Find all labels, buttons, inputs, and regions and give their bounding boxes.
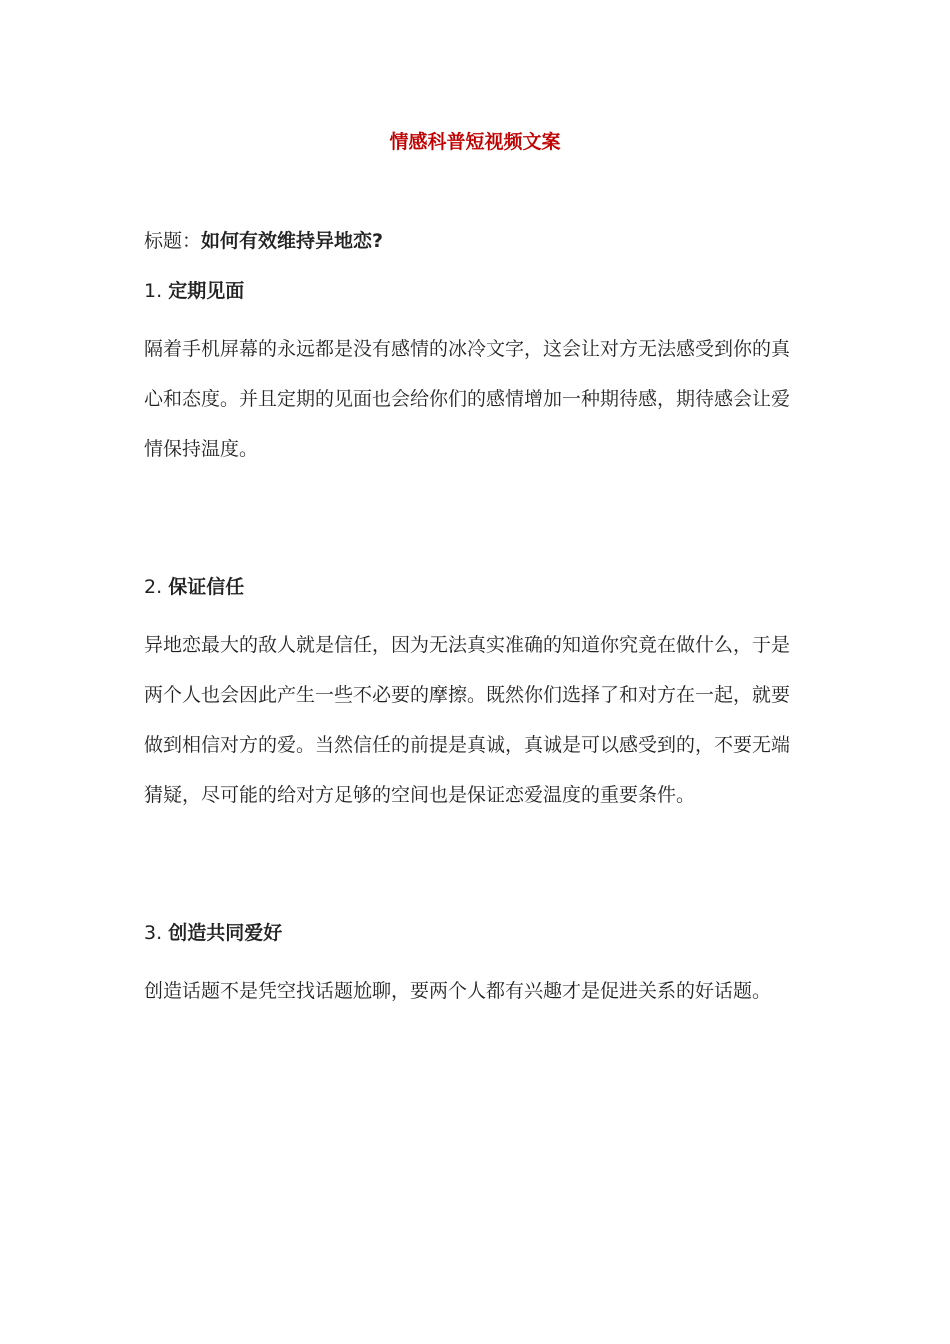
section-number: 3. [144, 922, 163, 944]
subject-text: 如何有效维持异地恋? [201, 230, 384, 252]
section-paragraph-1 [144, 324, 808, 474]
section-paragraph-2 [144, 620, 808, 820]
section-title: 定期见面 [168, 280, 245, 302]
section-heading-3 [144, 918, 808, 948]
document-title: 情感科普短视频文案 [389, 131, 561, 153]
paragraph-line: 异地恋最大的敌人就是信任，因为无法真实准确的知道你究竟在做什么，于是 [144, 634, 791, 656]
paragraph-line: 创造话题不是凭空找话题尬聊，要两个人都有兴趣才是促进关系的好话题。 [144, 980, 772, 1002]
section-number: 1. [144, 280, 163, 302]
paragraph-line: 心和态度。并且定期的见面也会给你们的感情增加一种期待感，期待感会让爱 [144, 388, 791, 410]
paragraph-line: 两个人也会因此产生一些不必要的摩擦。既然你们选择了和对方在一起，就要 [144, 684, 791, 706]
section-spacer [144, 474, 808, 572]
paragraph-line: 情保持温度。 [144, 438, 259, 460]
subject-label: 标题： [144, 230, 202, 252]
section-title: 创造共同爱好 [168, 922, 283, 944]
section-spacer [144, 820, 808, 918]
document-body [144, 226, 808, 1016]
section-title: 保证信任 [168, 576, 245, 598]
subject-line [144, 226, 808, 256]
paragraph-line: 猜疑，尽可能的给对方足够的空间也是保证恋爱温度的重要条件。 [144, 784, 696, 806]
paragraph-line: 做到相信对方的爱。当然信任的前提是真诚，真诚是可以感受到的，不要无端 [144, 734, 791, 756]
section-heading-2 [144, 572, 808, 602]
paragraph-line: 隔着手机屏幕的永远都是没有感情的冰冷文字，这会让对方无法感受到你的真 [144, 338, 791, 360]
section-heading-1 [144, 276, 808, 306]
section-number: 2. [144, 576, 163, 598]
section-paragraph-3 [144, 966, 808, 1016]
